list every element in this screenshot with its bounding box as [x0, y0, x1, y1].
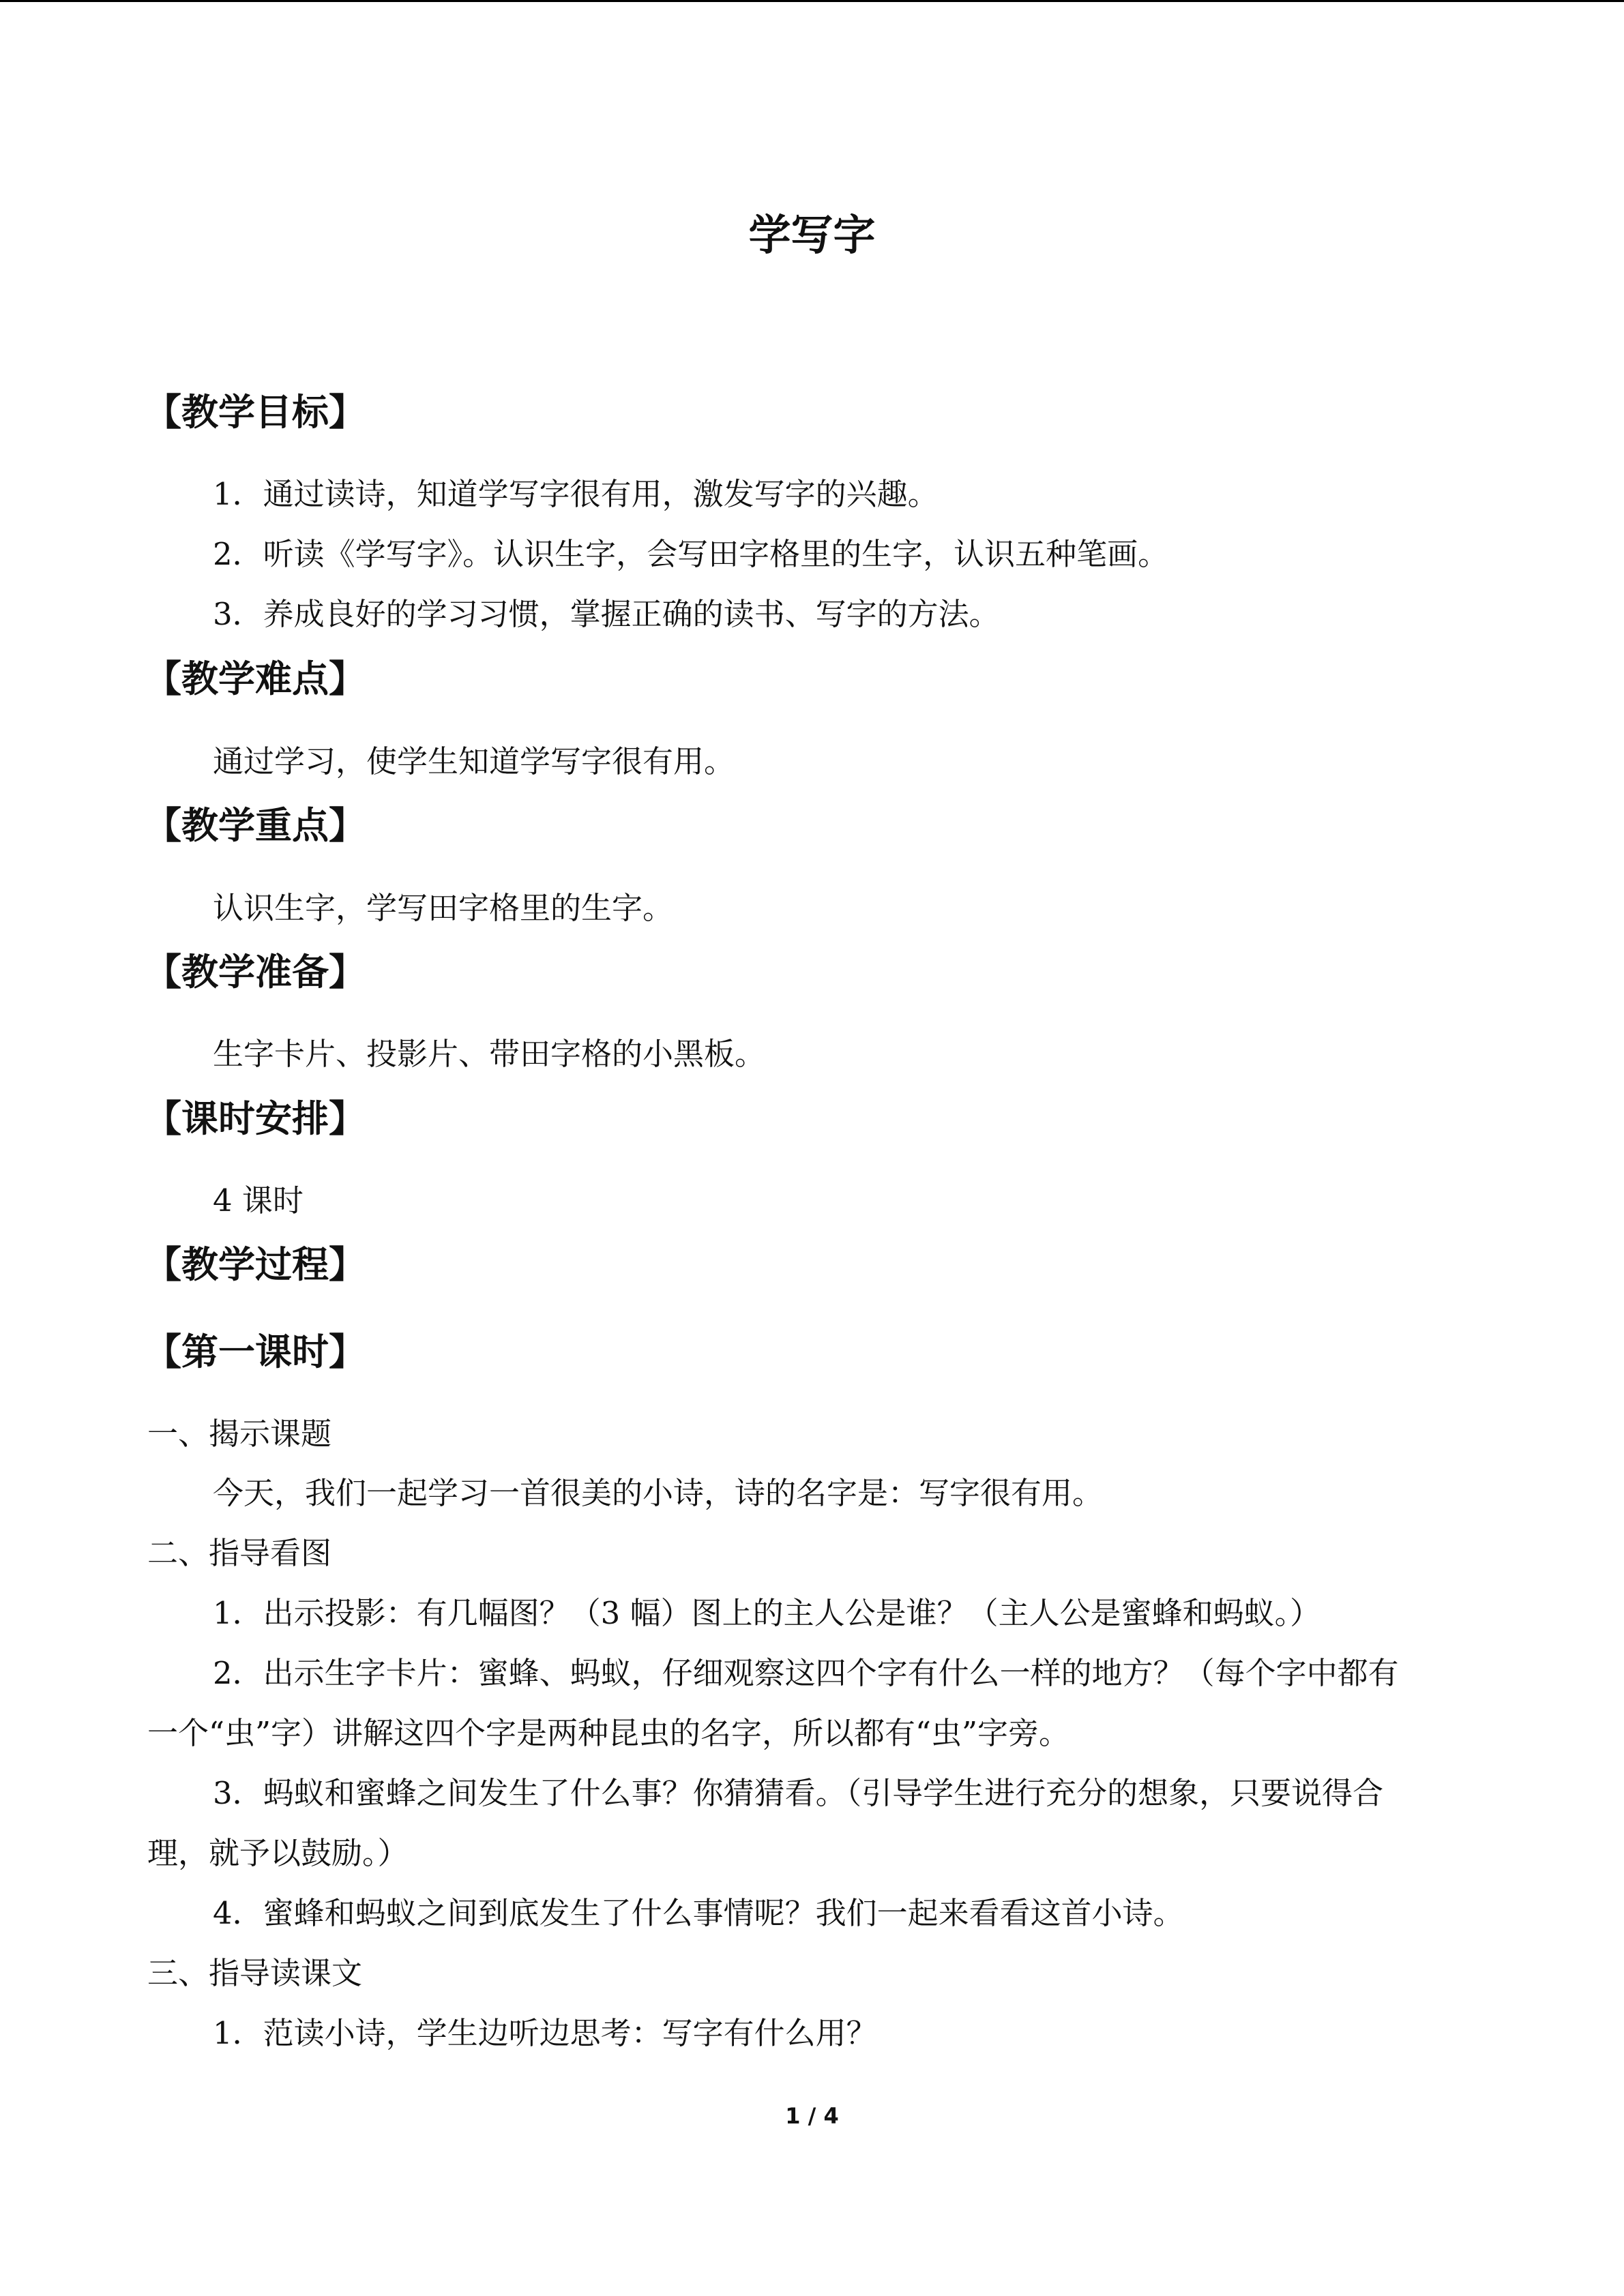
step-1-title: 一、揭示课题 — [147, 1416, 332, 1452]
page-title: 学写字 — [748, 210, 876, 260]
goal-item-3: 3．养成良好的学习习惯，掌握正确的读书、写字的方法。 — [213, 596, 1000, 632]
heading-teaching-focus: 【教学重点】 — [145, 804, 366, 847]
heading-teaching-process: 【教学过程】 — [145, 1243, 366, 1286]
heading-teaching-goals: 【教学目标】 — [145, 391, 366, 434]
step-2-item-4: 4．蜜蜂和蚂蚁之间到底发生了什么事情呢？我们一起来看看这首小诗。 — [213, 1895, 1184, 1931]
step-2-item-2-line-1: 2．出示生字卡片：蜜蜂、蚂蚁，仔细观察这四个字有什么一样的地方？（每个字中都有 — [213, 1655, 1399, 1691]
step-3-item-1: 1．范读小诗，学生边听边思考：写字有什么用？ — [213, 2015, 877, 2051]
heading-lesson-schedule: 【课时安排】 — [145, 1097, 366, 1140]
step-2-item-3-line-1: 3．蚂蚁和蜜蜂之间发生了什么事？你猜猜看。（引导学生进行充分的想象，只要说得合 — [213, 1775, 1384, 1811]
goal-item-2: 2．听读《学写字》。认识生字，会写田字格里的生字，认识五种笔画。 — [213, 536, 1169, 572]
heading-teaching-preparation: 【教学准备】 — [145, 951, 366, 994]
step-2-item-2-line-2: 一个“虫”字）讲解这四个字是两种昆虫的名字，所以都有“虫”字旁。 — [147, 1715, 1070, 1751]
step-2-title: 二、指导看图 — [147, 1535, 332, 1571]
heading-first-lesson: 【第一课时】 — [145, 1330, 366, 1373]
heading-teaching-difficulty: 【教学难点】 — [145, 657, 366, 700]
preparation-text: 生字卡片、投影片、带田字格的小黑板。 — [213, 1036, 766, 1072]
focus-text: 认识生字，学写田字格里的生字。 — [213, 890, 674, 926]
page-number: 1 / 4 — [785, 2103, 839, 2129]
goal-item-1: 1．通过读诗，知道学写字很有用，激发写字的兴趣。 — [213, 476, 939, 512]
difficulty-text: 通过学习，使学生知道学写字很有用。 — [213, 743, 735, 779]
step-2-item-1: 1．出示投影：有几幅图？（3 幅）图上的主人公是谁？（主人公是蜜蜂和蚂蚁。） — [213, 1595, 1321, 1631]
step-3-title: 三、指导读课文 — [147, 1955, 363, 1991]
schedule-text: 4 课时 — [213, 1182, 304, 1219]
step-2-item-3-line-2: 理，就予以鼓励。） — [147, 1835, 409, 1871]
step-1-text: 今天，我们一起学习一首很美的小诗，诗的名字是：写字很有用。 — [213, 1475, 1104, 1511]
